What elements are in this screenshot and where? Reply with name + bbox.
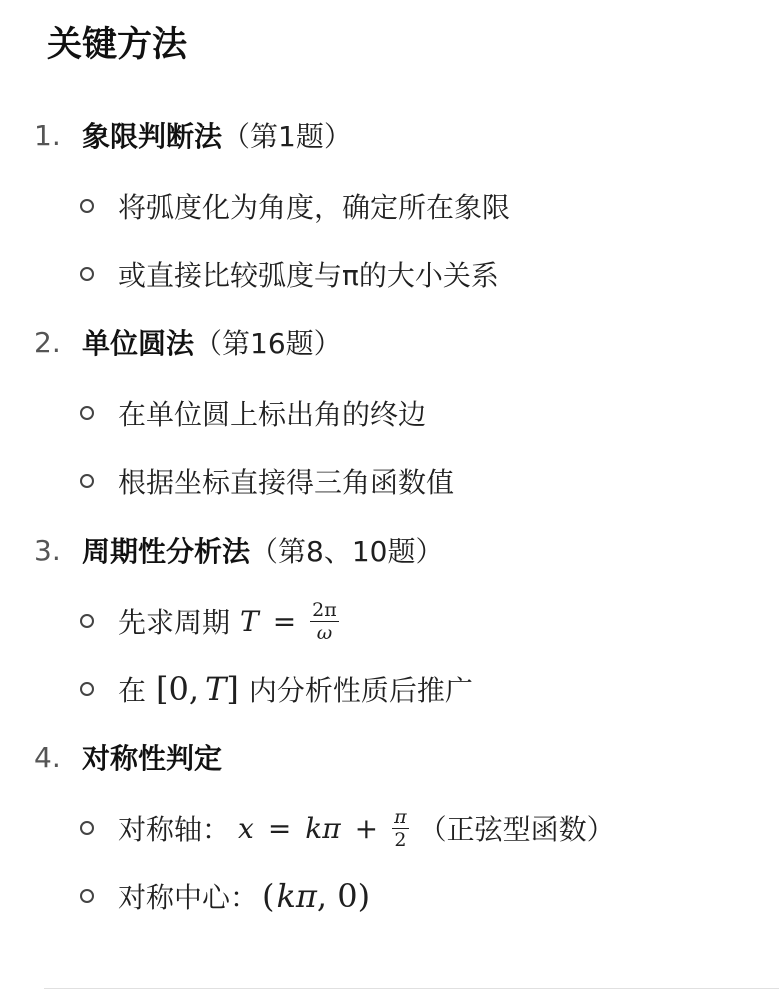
bullet-circle-icon (80, 682, 94, 696)
method-note: （第1题） (222, 120, 352, 153)
method-heading: 周期性分析法 (82, 535, 251, 568)
fraction-numerator: π (394, 805, 407, 828)
bullet-text: 在单位圆上标出角的终边 (118, 398, 427, 431)
fraction-denominator: ω (316, 621, 333, 644)
bullet-circle-icon (80, 406, 94, 420)
list-item (80, 599, 343, 643)
method-note: （第16题） (194, 327, 342, 360)
bullet-circle-icon (80, 474, 94, 488)
list-item (80, 184, 510, 228)
bullet-text: 将弧度化为角度，确定所在象限 (118, 191, 511, 224)
fraction-numerator: 2π (312, 598, 337, 621)
bullet-circle-icon (80, 821, 94, 835)
math-variable: T (240, 604, 259, 638)
list-item (80, 252, 499, 296)
list-item (80, 391, 426, 435)
bullet-text: 对称中心： (118, 881, 259, 914)
list-item (80, 459, 454, 503)
bullet-text: 内分析性质后推广 (248, 674, 473, 707)
list-number: 4. (34, 740, 61, 774)
method-heading: 象限判断法 (82, 120, 223, 153)
bullet-text: 根据坐标直接得三角函数值 (118, 466, 455, 499)
bullet-text: （正弦型函数） (418, 813, 615, 846)
method-note: （第8、10题） (250, 535, 444, 568)
method-item-1 (34, 113, 352, 157)
bullet-circle-icon (80, 199, 94, 213)
bullet-text: 对称轴： (118, 813, 231, 846)
bullet-circle-icon (80, 889, 94, 903)
math-bracket: ] (226, 670, 239, 708)
list-number: 1. (34, 118, 61, 152)
fraction-denominator: 2 (394, 828, 407, 851)
bullet-circle-icon (80, 267, 94, 281)
math-variable: T (205, 670, 227, 708)
math-bracket: ( (262, 877, 275, 915)
bullet-circle-icon (80, 614, 94, 628)
method-item-2 (34, 320, 342, 364)
method-heading: 对称性判定 (82, 742, 223, 775)
bullet-text: 在 (118, 674, 147, 707)
math-variable: x (238, 811, 254, 845)
list-item (80, 806, 615, 850)
bullet-text: 或直接比较弧度与π的大小关系 (118, 259, 499, 292)
math-operator: + (354, 811, 379, 845)
math-term: kπ (276, 877, 317, 915)
list-item (80, 667, 473, 711)
bullet-text: 先求周期 (118, 606, 231, 639)
list-item (80, 874, 370, 918)
page-title: 关键方法 (47, 25, 188, 65)
math-term: , 0 (316, 877, 358, 915)
math-term: kπ (305, 811, 341, 845)
list-number: 3. (34, 533, 61, 567)
divider (44, 988, 779, 989)
method-item-4 (34, 735, 222, 779)
math-fraction (310, 600, 339, 643)
method-item-3 (34, 528, 443, 572)
math-fraction (392, 807, 409, 850)
math-operator: = (272, 604, 297, 638)
math-operator: = (267, 811, 292, 845)
math-bracket: ) (357, 877, 371, 915)
list-number: 2. (34, 325, 61, 359)
math-bracket: [0, (156, 670, 200, 708)
method-heading: 单位圆法 (82, 327, 195, 360)
